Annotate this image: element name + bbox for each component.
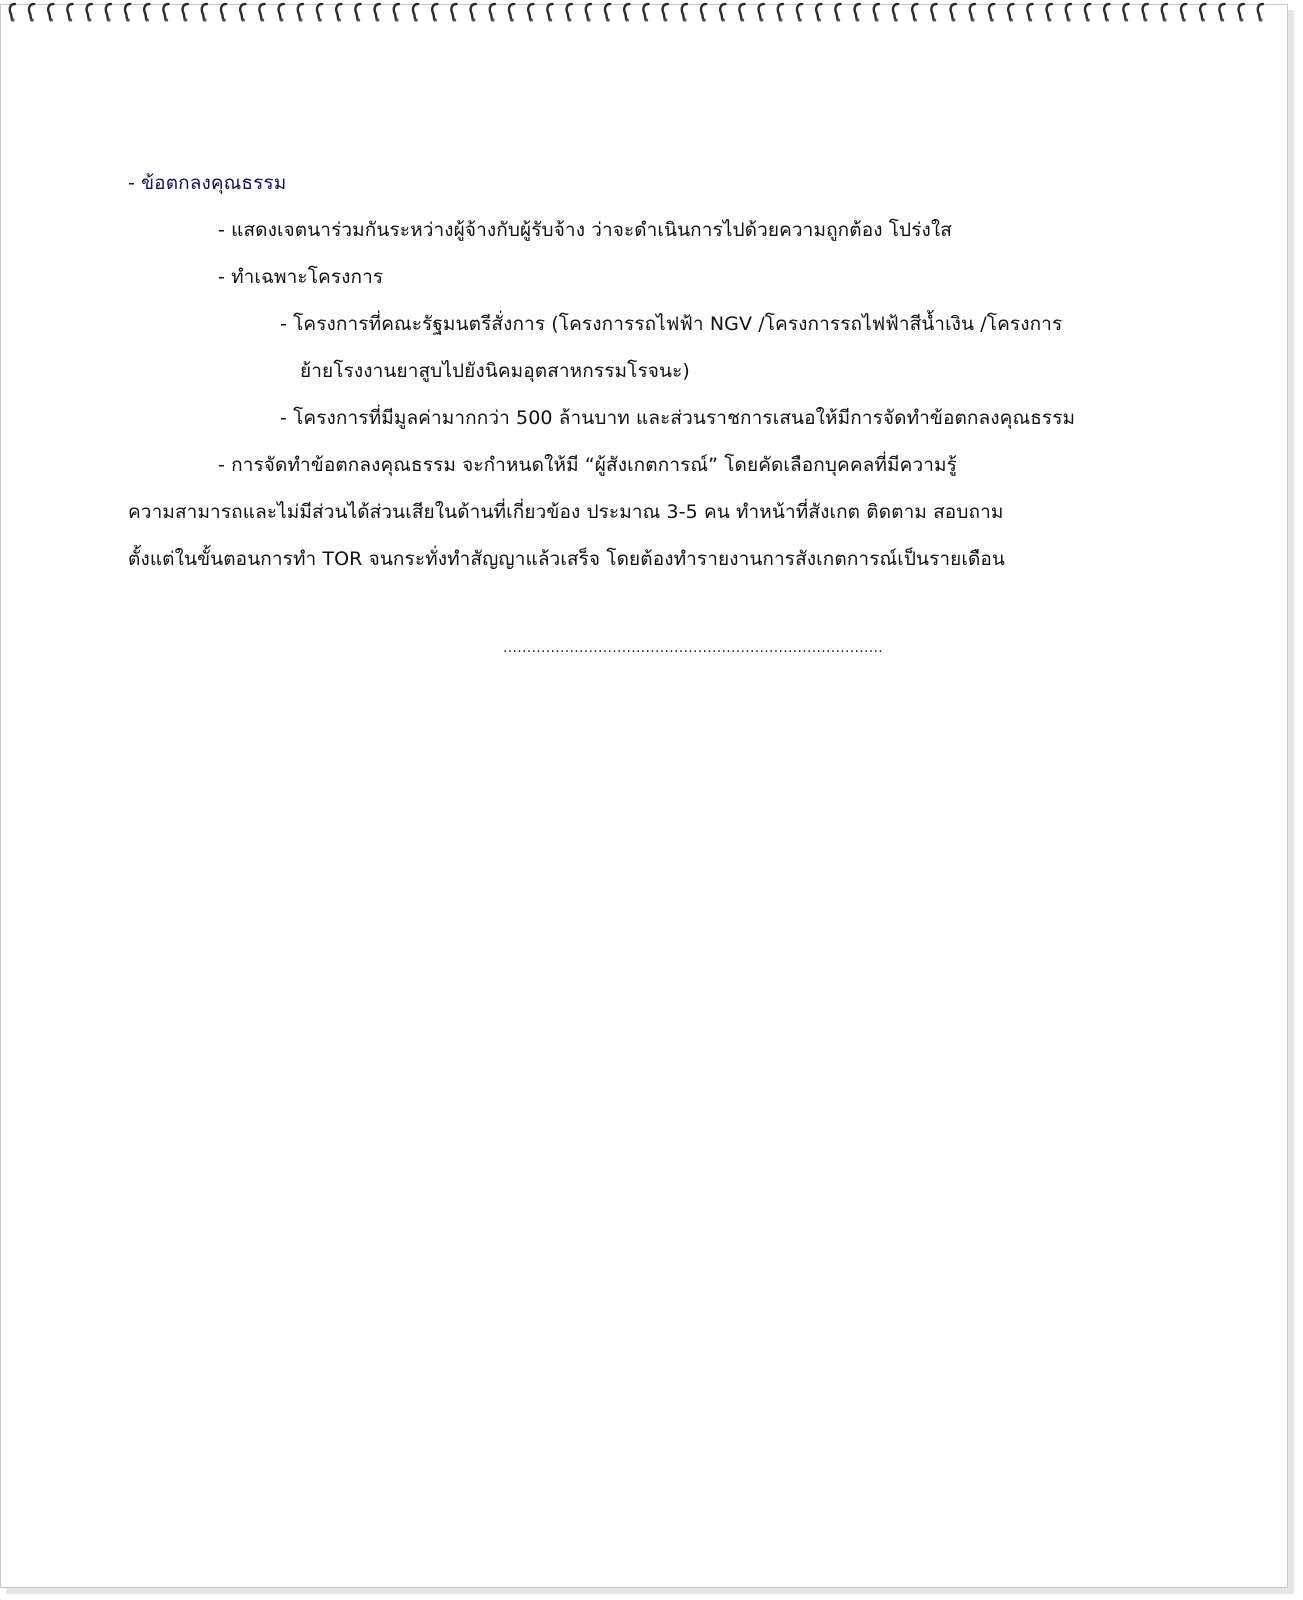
text-line-cabinet-projects-cont: ย้ายโรงงานยาสูบไปยังนิคมอุตสาหกรรมโรจนะ) (300, 360, 690, 382)
spiral-ring (528, 4, 533, 22)
spiral-ring (183, 4, 188, 22)
spiral-ring (1200, 4, 1205, 22)
spiral-ring (1085, 4, 1090, 22)
text-line-observer-cont-2: ตั้งแต่ในขั้นตอนการทำ TOR จนกระทั่งทำสัญญาแล้วเสร็จ โดยต้องทำรายงานการสังเกตการณ์เป็นรายเดือน (128, 548, 1006, 570)
spiral-ring (547, 4, 552, 22)
spiral-ring (816, 4, 821, 22)
spiral-ring (605, 4, 610, 22)
spiral-ring (355, 4, 360, 22)
spiral-ring (567, 4, 572, 22)
spiral-ring (855, 4, 860, 22)
spiral-ring (663, 4, 668, 22)
spiral-ring (739, 4, 744, 22)
document-body (128, 160, 1228, 583)
end-separator: ................................................................................ (503, 640, 884, 656)
spiral-ring (490, 4, 495, 22)
spiral-ring (797, 4, 802, 22)
text-line-value-projects: - โครงการที่มีมูลค่ามากกว่า 500 ล้านบาท และส่วนราชการเสนอให้มีการจัดทำข้อตกลงคุณธรรม (280, 407, 1076, 429)
spiral-ring (893, 4, 898, 22)
spiral-ring (1104, 4, 1109, 22)
spiral-ring (413, 4, 418, 22)
spiral-binding-icon (0, 0, 1303, 26)
spiral-ring (259, 4, 264, 22)
spiral-ring (298, 4, 303, 22)
spiral-ring (163, 4, 168, 22)
spiral-ring (1047, 4, 1052, 22)
section-heading: - ข้อตกลงคุณธรรม (128, 172, 287, 194)
spiral-ring (240, 4, 245, 22)
spiral-ring (624, 4, 629, 22)
spiral-ring (1143, 4, 1148, 22)
spiral-ring (835, 4, 840, 22)
spiral-ring (202, 4, 207, 22)
spiral-ring (1008, 4, 1013, 22)
spiral-ring (643, 4, 648, 22)
spiral-ring (1219, 4, 1224, 22)
spiral-ring (989, 4, 994, 22)
spiral-ring (509, 4, 514, 22)
spiral-ring (432, 4, 437, 22)
spiral-ring (970, 4, 975, 22)
spiral-ring (951, 4, 956, 22)
spiral-ring (67, 4, 72, 22)
text-line-cabinet-projects: - โครงการที่คณะรัฐมนตรีสั่งการ (โครงการรถไฟฟ้า NGV /โครงการรถไฟฟ้าสีน้ำเงิน /โครงการ (280, 313, 1063, 335)
text-line-scope: - ทำเฉพาะโครงการ (218, 266, 384, 288)
spiral-ring (1239, 4, 1244, 22)
spiral-ring (1027, 4, 1032, 22)
spiral-ring (912, 4, 917, 22)
spiral-ring (394, 4, 399, 22)
spiral-ring (125, 4, 130, 22)
spiral-ring (10, 4, 15, 22)
spiral-ring (279, 4, 284, 22)
spiral-ring (144, 4, 149, 22)
spiral-ring (317, 4, 322, 22)
spiral-ring (1123, 4, 1128, 22)
spiral-ring (1162, 4, 1167, 22)
spiral-ring (375, 4, 380, 22)
spiral-ring (759, 4, 764, 22)
spiral-ring (778, 4, 783, 22)
text-line-intent: - แสดงเจตนาร่วมกันระหว่างผู้จ้างกับผู้รับจ้าง ว่าจะดำเนินการไปด้วยความถูกต้อง โปร่งใส (218, 219, 952, 241)
spiral-ring (1066, 4, 1071, 22)
spiral-ring (48, 4, 53, 22)
text-line-observer: - การจัดทำข้อตกลงคุณธรรม จะกำหนดให้มี “ผู้สังเกตการณ์” โดยคัดเลือกบุคคลที่มีความรู้ (218, 454, 957, 476)
spiral-ring (682, 4, 687, 22)
text-line-observer-cont-1: ความสามารถและไม่มีส่วนได้ส่วนเสียในด้านที่เกี่ยวข้อง ประมาณ 3-5 คน ทำหน้าที่สังเกต ติดตาม สอบถาม (128, 501, 1004, 523)
spiral-ring (874, 4, 879, 22)
spiral-ring (1258, 4, 1263, 22)
spiral-ring (471, 4, 476, 22)
spiral-ring (221, 4, 226, 22)
spiral-ring (586, 4, 591, 22)
spiral-ring (451, 4, 456, 22)
spiral-ring (336, 4, 341, 22)
spiral-ring (87, 4, 92, 22)
spiral-ring (106, 4, 111, 22)
spiral-ring (931, 4, 936, 22)
spiral-ring (29, 4, 34, 22)
spiral-ring (1181, 4, 1186, 22)
spiral-ring (720, 4, 725, 22)
spiral-ring (701, 4, 706, 22)
